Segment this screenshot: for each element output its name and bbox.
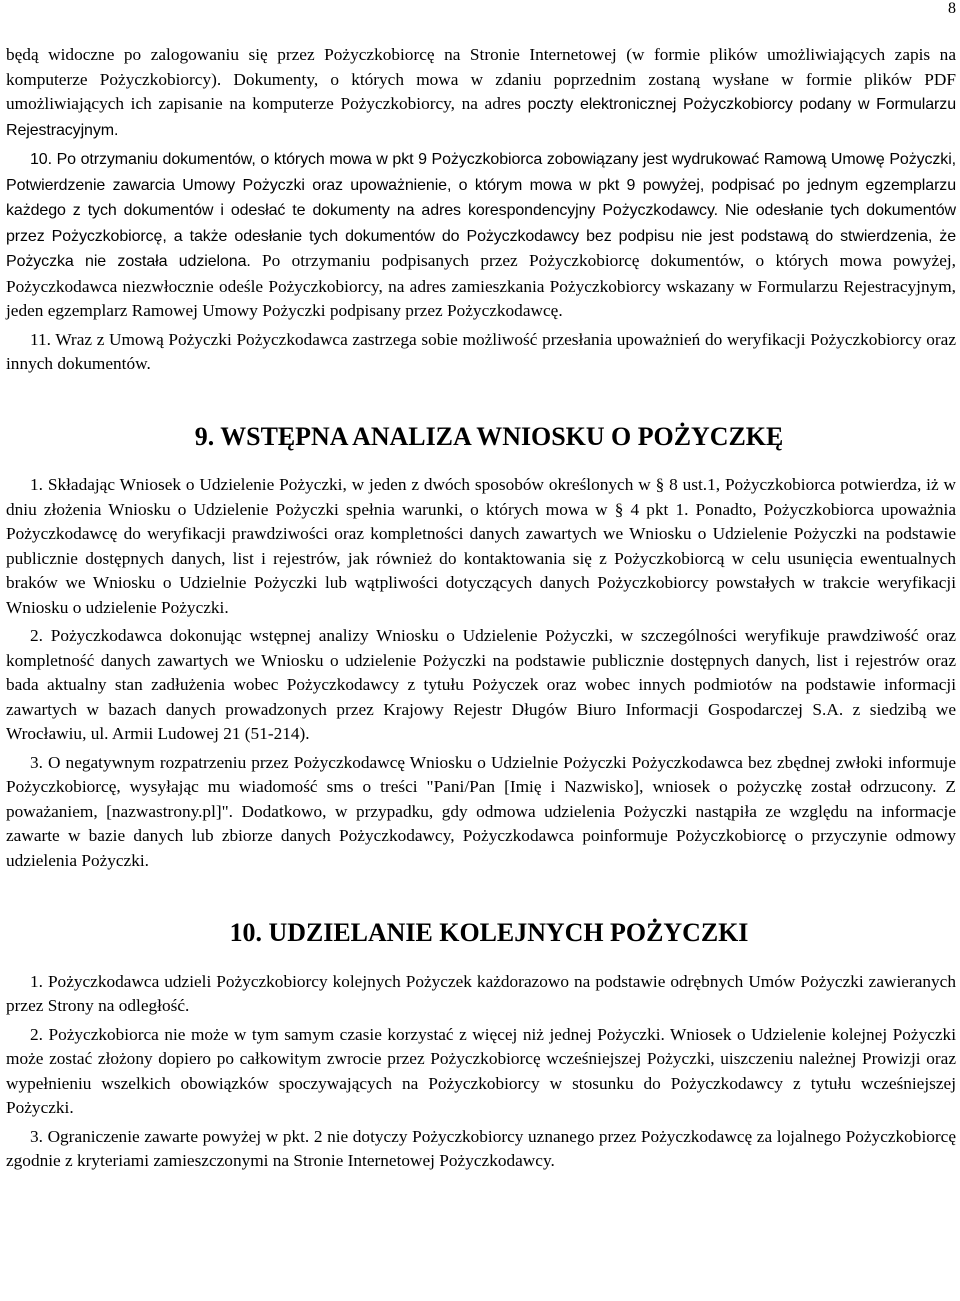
intro-email-text: poczty elektronicznej Pożyczkobiorcy podany w Formularzu Rejestracyjnym. — [6, 96, 956, 139]
intro-text: będą widoczne po zalogowaniu się przez Pożyczkobiorcę na Stronie Internetowej (w formie plików umożliwiających zapis na komputerze Pożyczkobiorcy). Dokumenty, o których mowa w zdaniu poprzednim zostaną wysłane w formie plików PDF umożliwiających ich zapisanie na komputerze Pożyczkobiorcy, na adres — [6, 45, 956, 113]
section8-item-10 — [6, 147, 956, 324]
item-10-text-a: 10. Po otrzymaniu dokumentów, o których mowa w pkt 9 Pożyczkobiorca zobowiązany jest wydrukować Ramową Umowę Pożyczki, Potwierdzenie zawarcia Umowy Pożyczki oraz upoważnienie, o którym mowa w pkt 9 powyżej, podpisać po jednym egzemplarzu każdego z tych dokumentów i odesłać te dokumenty na adres korespondencyjny Pożyczkodawcy. Nie odesłanie tych dokumentów przez Pożyczkobiorcę, a także odesłanie tych dokumentów do Pożyczkodawcy bez podpisu nie jest podstawą do stwierdzenia, że Pożyczka nie została udzielona. — [6, 151, 956, 270]
section10-item-3: 3. Ograniczenie zawarte powyżej w pkt. 2 nie dotyczy Pożyczkobiorcy uznanego przez Pożyczkodawcę za lojalnego Pożyczkobiorcę zgodnie z kryteriami zamieszczonymi na Stronie Internetowej Pożyczkodawcy. — [6, 1126, 956, 1170]
section9-item-2: 2. Pożyczkodawca dokonując wstępnej analizy Wniosku o Udzielenie Pożyczki, w szczególności weryfikuje prawdziwość oraz kompletność danych zawartych we Wniosku o udzielenie Pożyczki na podstawie publicznie dostępnych danych, list i rejestrów oraz bada aktualny stan zadłużenia wobec Pożyczkodawcy z tytułu Pożyczek oraz wobec innych podmiotów na podstawie informacji zawartych w bazach danych prowadzonych przez Krajowy Rejestr Długów Biuro Informacji Gospodarczej S.A. z siedzibą we Wrocławiu, ul. Armii Ludowej 21 (51-214). — [6, 626, 956, 743]
section-9-heading: 9. WSTĘPNA ANALIZA WNIOSKU O POŻYCZKĘ — [194, 421, 784, 451]
section9-item-1: 1. Składając Wniosek o Udzielenie Pożyczki, w jeden z dwóch sposobów określonych w § 8 ust.1, Pożyczkobiorca potwierdza, iż w dniu złożenia Wniosku o Udzielenie Pożyczki spełnia warunki, o których mowa w § 4 pkt 1. Ponadto, Pożyczkobiorca upoważnia Pożyczkodawcę do weryfikacji prawdziwości oraz kompletności danych zawartych we Wniosku o Udzielenie Pożyczki na podstawie publicznie dostępnych danych, list i rejestrów, jak również do kontaktowania się z Pożyczkobiorcą w celu usunięcia ewentualnych braków we Wniosku o Udzielnie Pożyczki lub wątpliwości dotyczących danych Pożyczkobiorcy powstałych w trakcie weryfikacji Wniosku o udzielenie Pożyczki. — [6, 475, 956, 617]
section10-item-1: 1. Pożyczkodawca udzieli Pożyczkobiorcy kolejnych Pożyczek każdorazowo na podstawie odrębnych Umów Pożyczki zawieranych przez Strony na odległość. — [6, 971, 956, 1015]
item-10-text-b: Po otrzymaniu podpisanych przez Pożyczkobiorcę dokumentów, o których mowa powyżej, Pożyczkodawca niezwłocznie odeśle Pożyczkobiorcy, na adres zamieszkania Pożyczkobiorcy wskazany w Formularzu Rejestracyjnym, jeden egzemplarz Ramowej Umowy Pożyczki podpisany przez Pożyczkodawcę. — [6, 251, 956, 320]
document-body — [6, 43, 956, 1174]
section9-item-3: 3. O negatywnym rozpatrzeniu przez Pożyczkodawcę Wniosku o Udzielnie Pożyczki Pożyczkodawca bez zbędnej zwłoki informuje Pożyczkobiorcę, wysyłając mu wiadomość sms o treści "Pani/Pan [Imię i Nazwisko], wniosek o pożyczkę został odrzucony. Z poważaniem, [nazwastrony.pl]". Dodatkowo, w przypadku, gdy odmowa udzielenia Pożyczki nastąpiła ze względu na informacje zawarte w bazie danych lub zbiorze danych Pożyczkodawcy, Pożyczkodawca poinformuje Pożyczkobiorcę o przyczynie odmowy udzielenia Pożyczki. — [6, 752, 956, 870]
page-number: 8 — [948, 0, 956, 17]
section10-item-2: 2. Pożyczkobiorca nie może w tym samym czasie korzystać z więcej niż jednej Pożyczki. Wniosek o Udzielenie kolejnej Pożyczki może zostać złożony dopiero po całkowitym zwrocie przez Pożyczkobiorcę wcześniejszej Pożyczki, uiszczeniu należnej Prowizji oraz wypełnieniu wszelkich obowiązków spoczywających na Pożyczkobiorcy w stosunku do Pożyczkodawcy z tytułu wcześniejszej Pożyczki. — [6, 1024, 956, 1117]
intro-paragraph — [6, 43, 956, 143]
section-10-heading: 10. UDZIELANIE KOLEJNYCH POŻYCZKI — [229, 918, 749, 947]
section8-item-11: 11. Wraz z Umową Pożyczki Pożyczkodawca zastrzega sobie możliwość przesłania upoważnień do weryfikacji Pożyczkobiorcy oraz innych dokumentów. — [6, 329, 956, 373]
